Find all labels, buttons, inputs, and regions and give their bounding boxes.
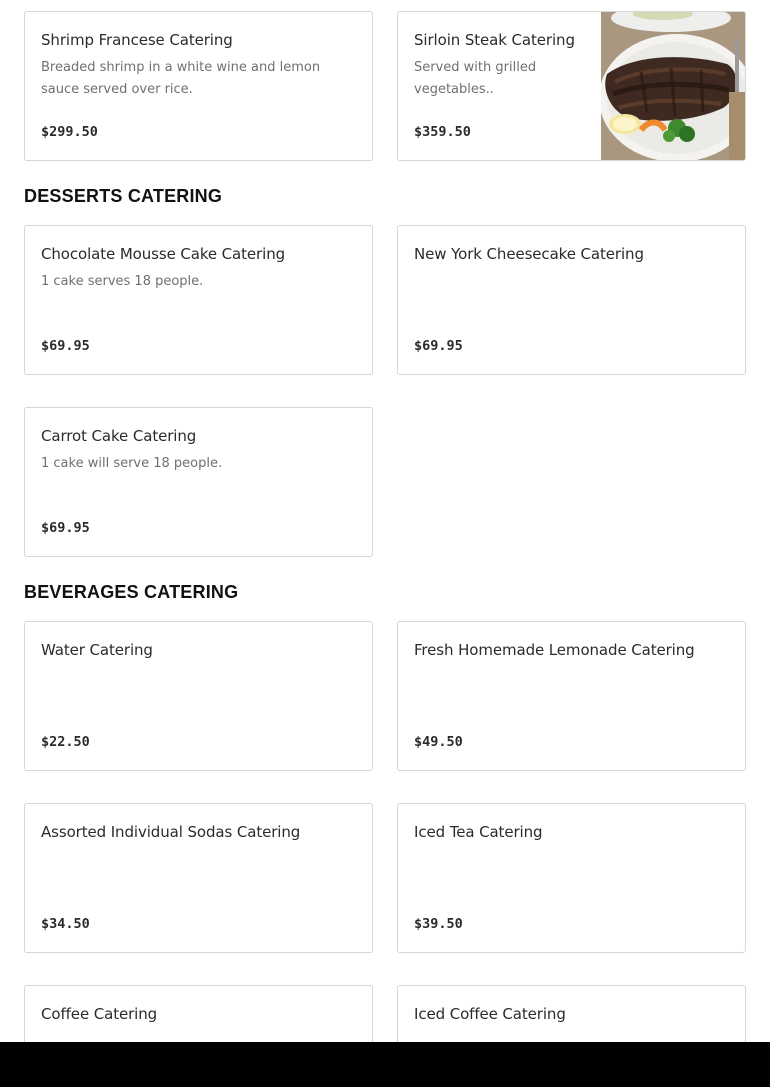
menu-item-card[interactable]: [24, 407, 373, 557]
menu-item-card[interactable]: [24, 621, 373, 771]
menu-item-card[interactable]: [397, 11, 746, 161]
item-name: Shrimp Francese Catering: [41, 31, 233, 49]
menu-item-card[interactable]: [24, 225, 373, 375]
section-title-desserts: DESSERTS CATERING: [24, 186, 223, 206]
section-title-beverages: BEVERAGES CATERING: [24, 582, 239, 602]
menu-item-card[interactable]: [24, 11, 373, 161]
item-price: $69.95: [41, 338, 90, 354]
item-name: Assorted Individual Sodas Catering: [41, 823, 301, 841]
item-name: Water Catering: [41, 641, 153, 659]
menu-item-card[interactable]: [397, 225, 746, 375]
menu-item-card[interactable]: [24, 803, 373, 953]
item-price: $69.95: [414, 338, 463, 354]
menu-item-card[interactable]: [397, 803, 746, 953]
item-description: Served with grilled vegetables..: [414, 60, 537, 97]
item-name: Iced Tea Catering: [414, 823, 543, 841]
item-name: Fresh Homemade Lemonade Catering: [414, 641, 695, 659]
item-description: 1 cake serves 18 people.: [41, 274, 204, 289]
bottom-bar: [0, 1042, 770, 1087]
menu-item-card[interactable]: [397, 621, 746, 771]
item-price: $69.95: [41, 520, 90, 536]
menu-item-card[interactable]: [397, 985, 746, 1042]
steak-photo: [601, 12, 745, 160]
item-price: $22.50: [41, 734, 90, 750]
item-price: $49.50: [414, 734, 463, 750]
item-price: $34.50: [41, 916, 90, 932]
item-name: Carrot Cake Catering: [41, 427, 197, 445]
item-name: Chocolate Mousse Cake Catering: [41, 245, 286, 263]
menu-item-card[interactable]: [24, 985, 373, 1042]
item-price: $359.50: [414, 124, 471, 140]
item-description: 1 cake will serve 18 people.: [41, 456, 223, 471]
item-price: $39.50: [414, 916, 463, 932]
item-name: Sirloin Steak Catering: [414, 31, 575, 49]
item-price: $299.50: [41, 124, 98, 140]
item-name: Iced Coffee Catering: [414, 1005, 566, 1023]
item-name: Coffee Catering: [41, 1005, 158, 1023]
item-name: New York Cheesecake Catering: [414, 245, 644, 263]
item-description: Breaded shrimp in a white wine and lemon sauce served over rice.: [41, 60, 321, 97]
